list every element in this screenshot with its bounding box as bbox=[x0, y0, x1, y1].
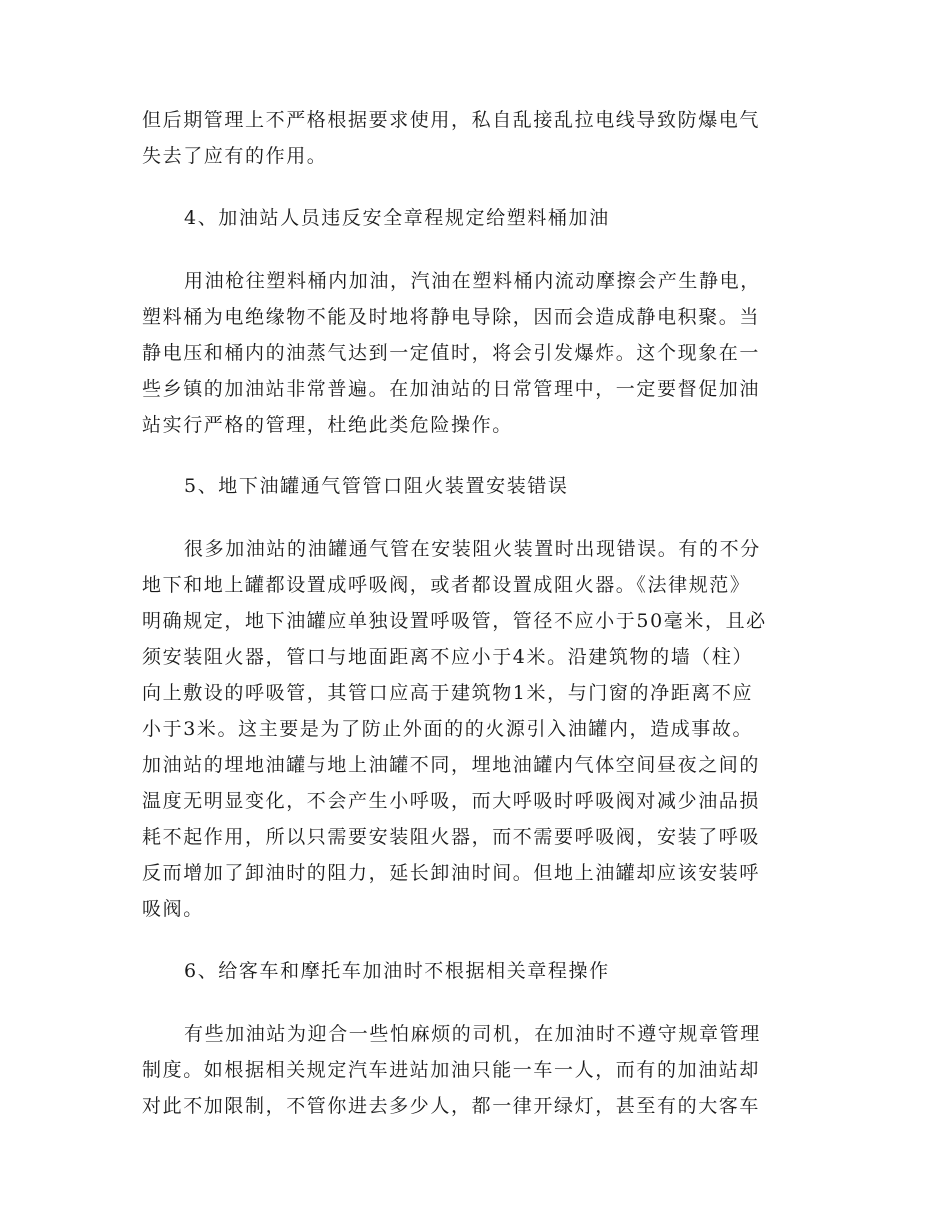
paragraph-line: 向上敷设的呼吸管，其管口应高于建筑物1米，与门窗的净距离不应 bbox=[142, 682, 754, 704]
paragraph-line: 耗不起作用，所以只需要安装阻火器，而不需要呼吸阀，安装了呼吸 bbox=[142, 826, 761, 848]
paragraph-line: 反而增加了卸油时的阻力，延长卸油时间。但地上油罐却应该安装呼 bbox=[142, 862, 761, 884]
paragraph-line: 制度。如根据相关规定汽车进站加油只能一车一人，而有的加油站却 bbox=[142, 1059, 761, 1081]
paragraph-line: 有些加油站为迎合一些怕麻烦的司机，在加油时不遵守规章管理 bbox=[184, 1023, 761, 1045]
paragraph-line: 加油站的埋地油罐与地上油罐不同，埋地油罐内气体空间昼夜之间的 bbox=[142, 754, 761, 776]
paragraph-line: 站实行严格的管理，杜绝此类危险操作。 bbox=[142, 414, 513, 436]
paragraph-line: 静电压和桶内的油蒸气达到一定值时，将会引发爆炸。这个现象在一 bbox=[142, 342, 761, 364]
paragraph-line: 失去了应有的作用。 bbox=[142, 145, 328, 167]
paragraph-line: 但后期管理上不严格根据要求使用，私自乱接乱拉电线导致防爆电气 bbox=[142, 109, 761, 131]
paragraph-line: 地下和地上罐都设置成呼吸阀，或者都设置成阻火器。《法律规范》 bbox=[142, 574, 751, 596]
paragraph-line: 吸阀。 bbox=[142, 898, 204, 920]
paragraph-line: 用油枪往塑料桶内加油，汽油在塑料桶内流动摩擦会产生静电， bbox=[184, 270, 761, 292]
paragraph-line: 些乡镇的加油站非常普遍。在加油站的日常管理中，一定要督促加油 bbox=[142, 378, 761, 400]
paragraph-line: 温度无明显变化，不会产生小呼吸，而大呼吸时呼吸阀对减少油品损 bbox=[142, 790, 761, 812]
section-heading: 5、地下油罐通气管管口阻火装置安装错误 bbox=[184, 475, 569, 497]
paragraph-line: 明确规定，地下油罐应单独设置呼吸管，管径不应小于50毫米，且必 bbox=[142, 610, 767, 632]
paragraph-line: 对此不加限制，不管你进去多少人，都一律开绿灯，甚至有的大客车 bbox=[142, 1095, 761, 1117]
paragraph-line: 小于3米。这主要是为了防止外面的的火源引入油罐内，造成事故。 bbox=[142, 718, 754, 740]
paragraph-line: 塑料桶为电绝缘物不能及时地将静电导除，因而会造成静电积聚。当 bbox=[142, 306, 761, 328]
paragraph-line: 须安装阻火器，管口与地面距离不应小于4米。沿建筑物的墙（柱） bbox=[142, 646, 754, 668]
section-heading: 4、加油站人员违反安全章程规定给塑料桶加油 bbox=[184, 207, 610, 229]
paragraph-line: 很多加油站的油罐通气管在安装阻火装置时出现错误。有的不分 bbox=[184, 538, 761, 560]
section-heading: 6、给客车和摩托车加油时不根据相关章程操作 bbox=[184, 960, 610, 982]
